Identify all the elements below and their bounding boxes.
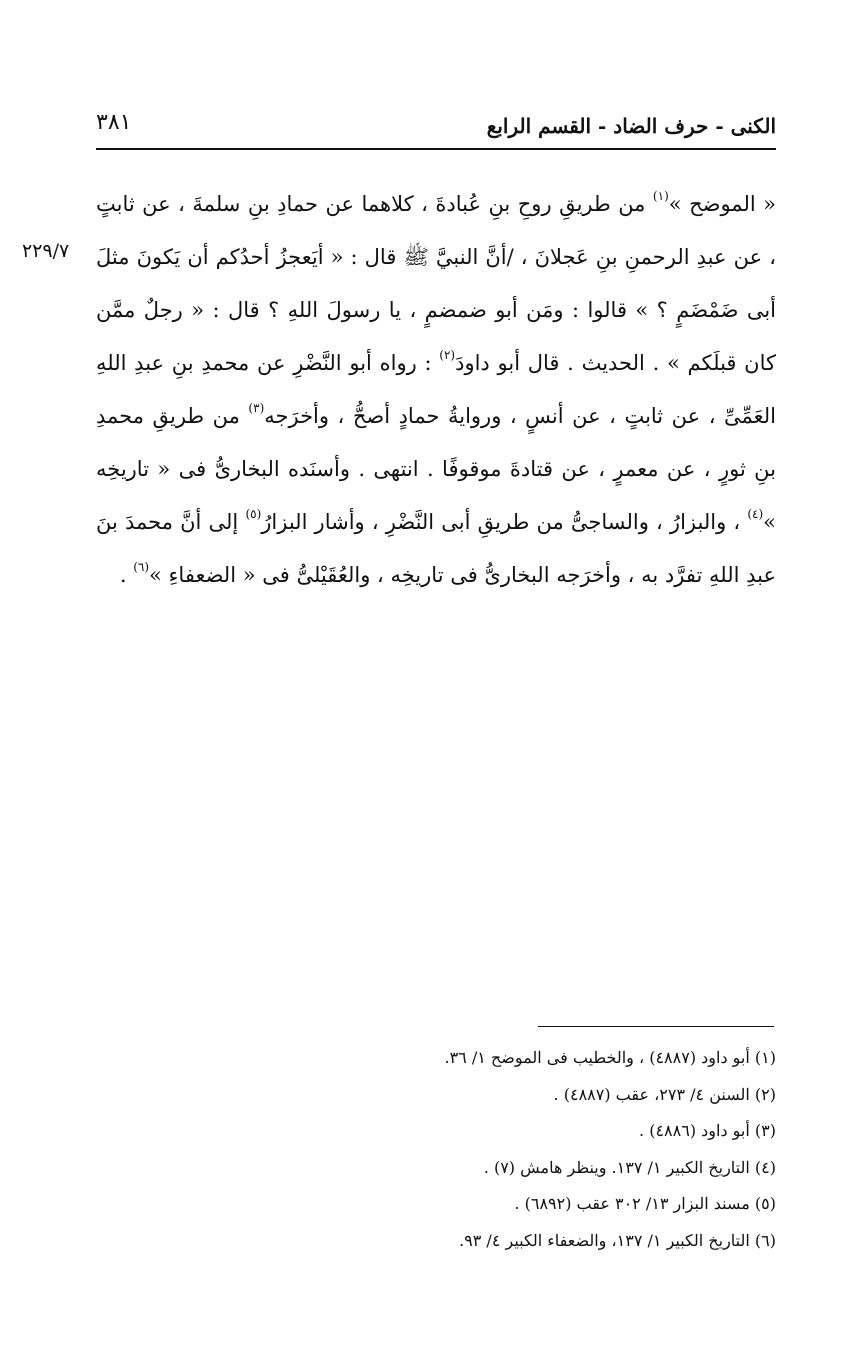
page-header <box>96 108 776 148</box>
header-rule <box>96 148 776 150</box>
main-paragraph <box>96 178 776 602</box>
margin-reference: ٢٢٩/٧ <box>22 240 70 262</box>
text-segment: : رواه أبو النَّضْرِ عن محمدِ بنِ عبدِ اللهِ العَمِّىِّ ، عن ثابتٍ ، عن أنسٍ ، وروايةُ حمادٍ أصحُّ ، وأخرَجه <box>96 351 777 428</box>
text-segment: « الموضح » <box>668 192 777 216</box>
main-text <box>96 178 776 602</box>
text-segment: ، والبزارُ ، والساجىُّ من طريقِ أبى النَّضْرِ ، وأشار البزارُ <box>261 510 748 534</box>
footnote-5: (٥) مسند البزار ١٣/ ٣٠٢ عقب (٦٨٩٢) . <box>514 1194 776 1214</box>
footnote-1: (١) أبو داود (٤٨٨٧) ، والخطيب فى الموضح ١/ ٣٦. <box>444 1048 776 1067</box>
footnote-ref-4[interactable]: (٤) <box>747 507 764 521</box>
footnote-ref-1[interactable]: (١) <box>652 189 669 203</box>
footnote-ref-2[interactable]: (٢) <box>439 348 456 362</box>
footnote-ref-5[interactable]: (٥) <box>245 507 262 521</box>
footnote-2: (٢) السنن ٤/ ٢٧٣، عقب (٤٨٨٧) . <box>553 1084 776 1104</box>
text-segment: من طريقِ محمدِ بنِ ثورٍ ، عن معمرٍ ، عن قتادةَ موقوفًا . انتهى . وأسنَده البخارىُّ فى « تاريخِه » <box>96 404 776 534</box>
text-segment: من طريقِ روحِ بنِ عُبادةَ ، كلاهما عن حمادِ بنِ سلمةَ ، عن ثابتٍ ، عن عبدِ الرحمنِ بنِ عَجلانَ ، /أنَّ النبيَّ ﷺ قال : « أيَعجزُ أحدُكم أن يَكونَ مثلَ أبى ضَمْضَمٍ ؟ » قالوا : ومَن أبو ضمضمٍ ، يا رسولَ اللهِ ؟ قال : « رجلٌ ممَّن كان قبلَكم » . الحديث . قال أبو داودَ <box>96 192 776 375</box>
text-segment: . <box>119 563 134 587</box>
running-title: الكنى - حرف الضاد - القسم الرابع <box>486 114 776 138</box>
text-segment: إلى أنَّ محمدَ بنَ عبدِ اللهِ تفرَّد به ، وأخرَجه البخارىُّ فى تاريخِه ، والعُقَيْلىُّ فى « الضعفاءِ » <box>96 510 776 587</box>
footnotes <box>96 1040 776 1260</box>
footnote-4: (٤) التاريخ الكبير ١/ ١٣٧. وينظر هامش (٧) . <box>483 1157 776 1177</box>
footnote-6: (٦) التاريخ الكبير ١/ ١٣٧، والضعفاء الكبير ٤/ ٩٣. <box>459 1230 776 1250</box>
footnote-3: (٣) أبو داود (٤٨٨٦) . <box>639 1121 776 1141</box>
footnote-ref-6[interactable]: (٦) <box>133 560 150 574</box>
footnote-separator <box>538 1026 774 1027</box>
page-number: ٣٨١ <box>96 110 132 135</box>
footnote-ref-3[interactable]: (٣) <box>248 401 265 415</box>
